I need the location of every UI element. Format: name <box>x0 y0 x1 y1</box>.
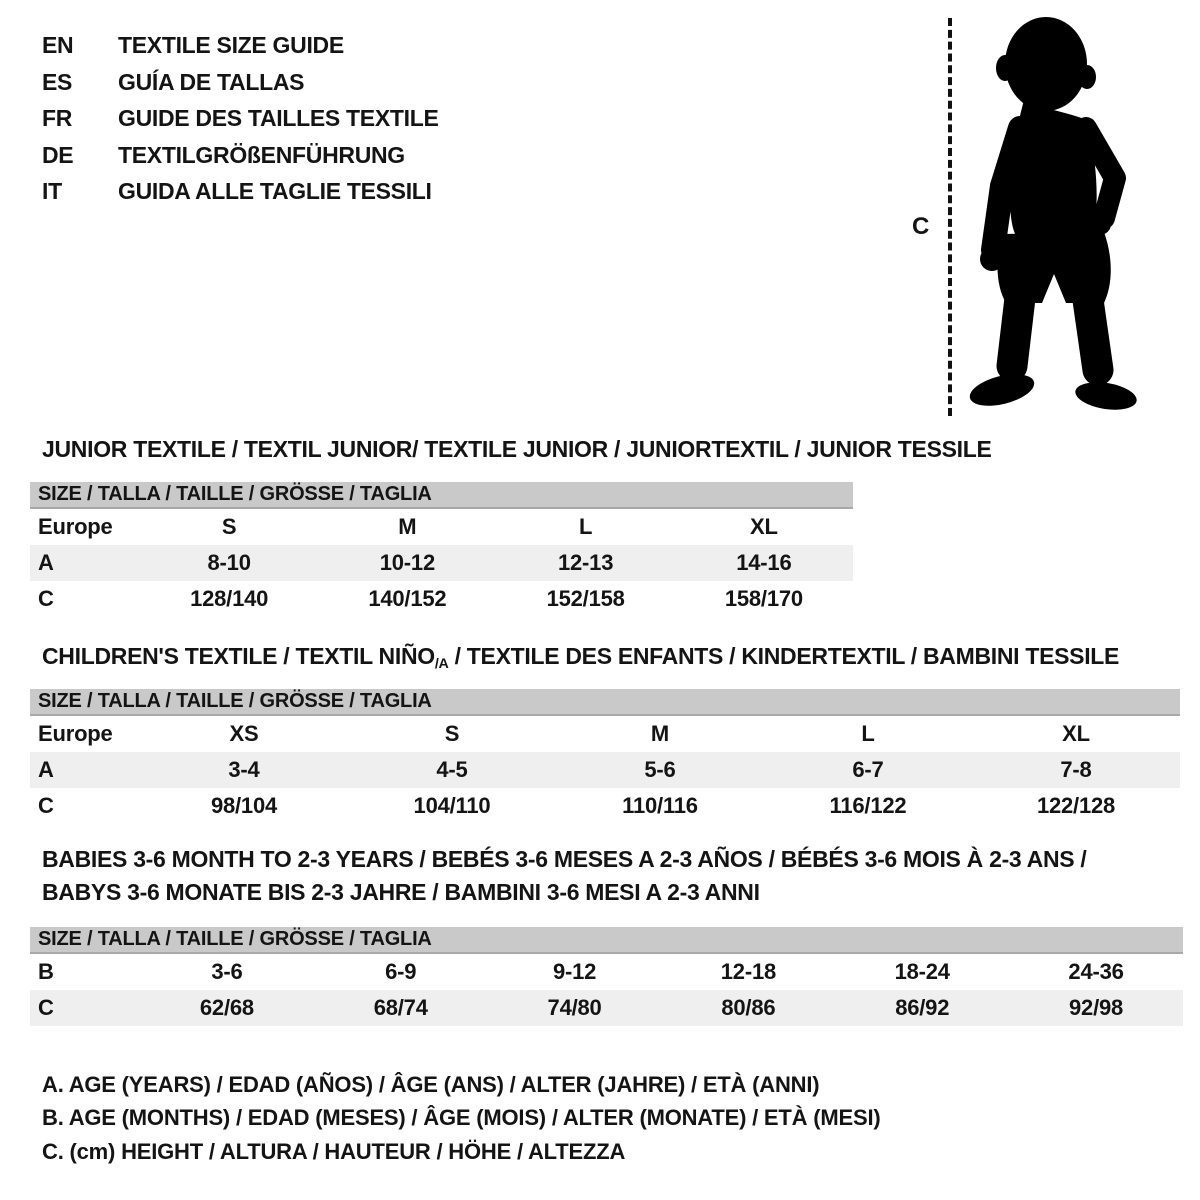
children-title-sub: /A <box>434 656 449 672</box>
size-header: SIZE / TALLA / TAILLE / GRÖSSE / TAGLIA <box>30 689 1180 716</box>
toddler-silhouette-icon <box>958 10 1150 422</box>
table-row <box>30 545 853 581</box>
table-cell: 128/140 <box>190 586 269 611</box>
table-cell: 92/98 <box>1069 995 1124 1020</box>
table-cell: 98/104 <box>210 793 278 818</box>
babies-title-line2: BABYS 3-6 MONATE BIS 2-3 JAHRE / BAMBINI 3-6 MESI A 2-3 ANNI <box>42 879 760 905</box>
table-row <box>30 954 1183 990</box>
language-code: FR <box>42 105 73 131</box>
language-list <box>42 27 439 210</box>
column-header: S <box>444 721 460 746</box>
language-row <box>42 137 439 174</box>
height-dashed-line <box>948 18 952 416</box>
language-row <box>42 100 439 137</box>
language-row <box>42 64 439 101</box>
table-cell: 3-6 <box>211 959 243 984</box>
table-cell: 12-18 <box>720 959 777 984</box>
babies-section-title <box>42 843 1087 909</box>
language-code: ES <box>42 68 73 95</box>
row-label: A <box>38 550 54 575</box>
table-cell: 74/80 <box>547 995 602 1020</box>
table-cell: 158/170 <box>724 586 803 611</box>
region-label: Europe <box>38 721 113 746</box>
row-label: B <box>38 959 54 984</box>
language-title: GUIDE DES TAILLES TEXTILE <box>118 105 439 131</box>
language-title: TEXTILGRÖßENFÜHRUNG <box>118 141 405 168</box>
legend-line-c: C. (cm) HEIGHT / ALTURA / HAUTEUR / HÖHE / ALTEZZA <box>42 1138 626 1164</box>
table-row <box>30 752 1180 788</box>
column-header: XL <box>1062 721 1090 746</box>
children-title-suffix: / TEXTILE DES ENFANTS / KINDERTEXTIL / BAMBINI TESSILE <box>448 643 1120 669</box>
table-cell: 86/92 <box>895 995 950 1020</box>
babies-size-table <box>30 927 1183 1026</box>
table-cell: 6-7 <box>852 757 884 782</box>
column-header: M <box>398 514 417 539</box>
language-code: IT <box>42 178 62 204</box>
height-measure-label: C <box>912 213 930 240</box>
table-cell: 8-10 <box>207 550 251 575</box>
row-label: C <box>38 586 54 611</box>
column-header: XS <box>229 721 259 746</box>
language-title: TEXTILE SIZE GUIDE <box>118 32 344 58</box>
table-cell: 4-5 <box>436 757 468 782</box>
legend <box>42 1068 880 1168</box>
table-cell: 3-4 <box>228 757 260 782</box>
table-cell: 116/122 <box>829 793 907 818</box>
table-cell: 122/128 <box>1036 793 1116 818</box>
legend-line-b: B. AGE (MONTHS) / EDAD (MESES) / ÂGE (MOIS) / ALTER (MONATE) / ETÀ (MESI) <box>42 1105 881 1131</box>
table-cell: 80/86 <box>721 995 776 1020</box>
table-cell: 104/110 <box>413 793 491 818</box>
language-code: DE <box>42 141 74 168</box>
column-header: L <box>579 514 593 539</box>
column-header: S <box>221 514 237 539</box>
table-cell: 18-24 <box>894 959 950 984</box>
table-row <box>30 990 1183 1026</box>
table-cell: 14-16 <box>736 550 792 575</box>
table-cell: 7-8 <box>1060 757 1092 782</box>
table-cell: 24-36 <box>1068 959 1124 984</box>
column-header: L <box>861 721 875 746</box>
table-cell: 68/74 <box>373 995 428 1020</box>
legend-line-a: A. AGE (YEARS) / EDAD (AÑOS) / ÂGE (ANS) / ALTER (JAHRE) / ETÀ (ANNI) <box>42 1072 820 1097</box>
children-section-title <box>42 643 1119 670</box>
junior-size-table <box>30 482 853 617</box>
table-row-columns <box>30 509 853 545</box>
language-code: EN <box>42 32 74 58</box>
table-cell: 152/158 <box>546 586 625 611</box>
column-header: XL <box>750 514 778 539</box>
table-cell: 12-13 <box>557 550 614 575</box>
junior-section-title: JUNIOR TEXTILE / TEXTIL JUNIOR/ TEXTILE JUNIOR / JUNIORTEXTIL / JUNIOR TESSILE <box>42 436 992 462</box>
language-title: GUIDA ALLE TAGLIE TESSILI <box>118 178 432 204</box>
table-row <box>30 581 853 617</box>
size-header: SIZE / TALLA / TAILLE / GRÖSSE / TAGLIA <box>30 482 853 509</box>
row-label: C <box>38 995 54 1020</box>
table-cell: 6-9 <box>385 959 417 984</box>
babies-title-line1: BABIES 3-6 MONTH TO 2-3 YEARS / BEBÉS 3-6 MESES A 2-3 AÑOS / BÉBÉS 3-6 MOIS À 2-3 ANS / <box>42 846 1087 872</box>
children-size-table <box>30 689 1180 824</box>
table-cell: 140/152 <box>368 586 447 611</box>
table-row <box>30 788 1180 824</box>
row-label: A <box>38 757 54 782</box>
table-cell: 62/68 <box>199 995 254 1020</box>
column-header: M <box>650 721 670 746</box>
language-row <box>42 27 439 64</box>
region-label: Europe <box>38 514 113 539</box>
table-cell: 110/116 <box>622 793 698 818</box>
size-header: SIZE / TALLA / TAILLE / GRÖSSE / TAGLIA <box>30 927 1183 954</box>
row-label: C <box>38 793 54 818</box>
table-row-columns <box>30 716 1180 752</box>
language-title: GUÍA DE TALLAS <box>118 68 305 95</box>
children-title-prefix: CHILDREN'S TEXTILE / TEXTIL NIÑO <box>42 643 435 669</box>
language-row <box>42 173 439 210</box>
table-cell: 5-6 <box>644 757 676 782</box>
table-cell: 10-12 <box>379 550 436 575</box>
table-cell: 9-12 <box>552 959 597 984</box>
